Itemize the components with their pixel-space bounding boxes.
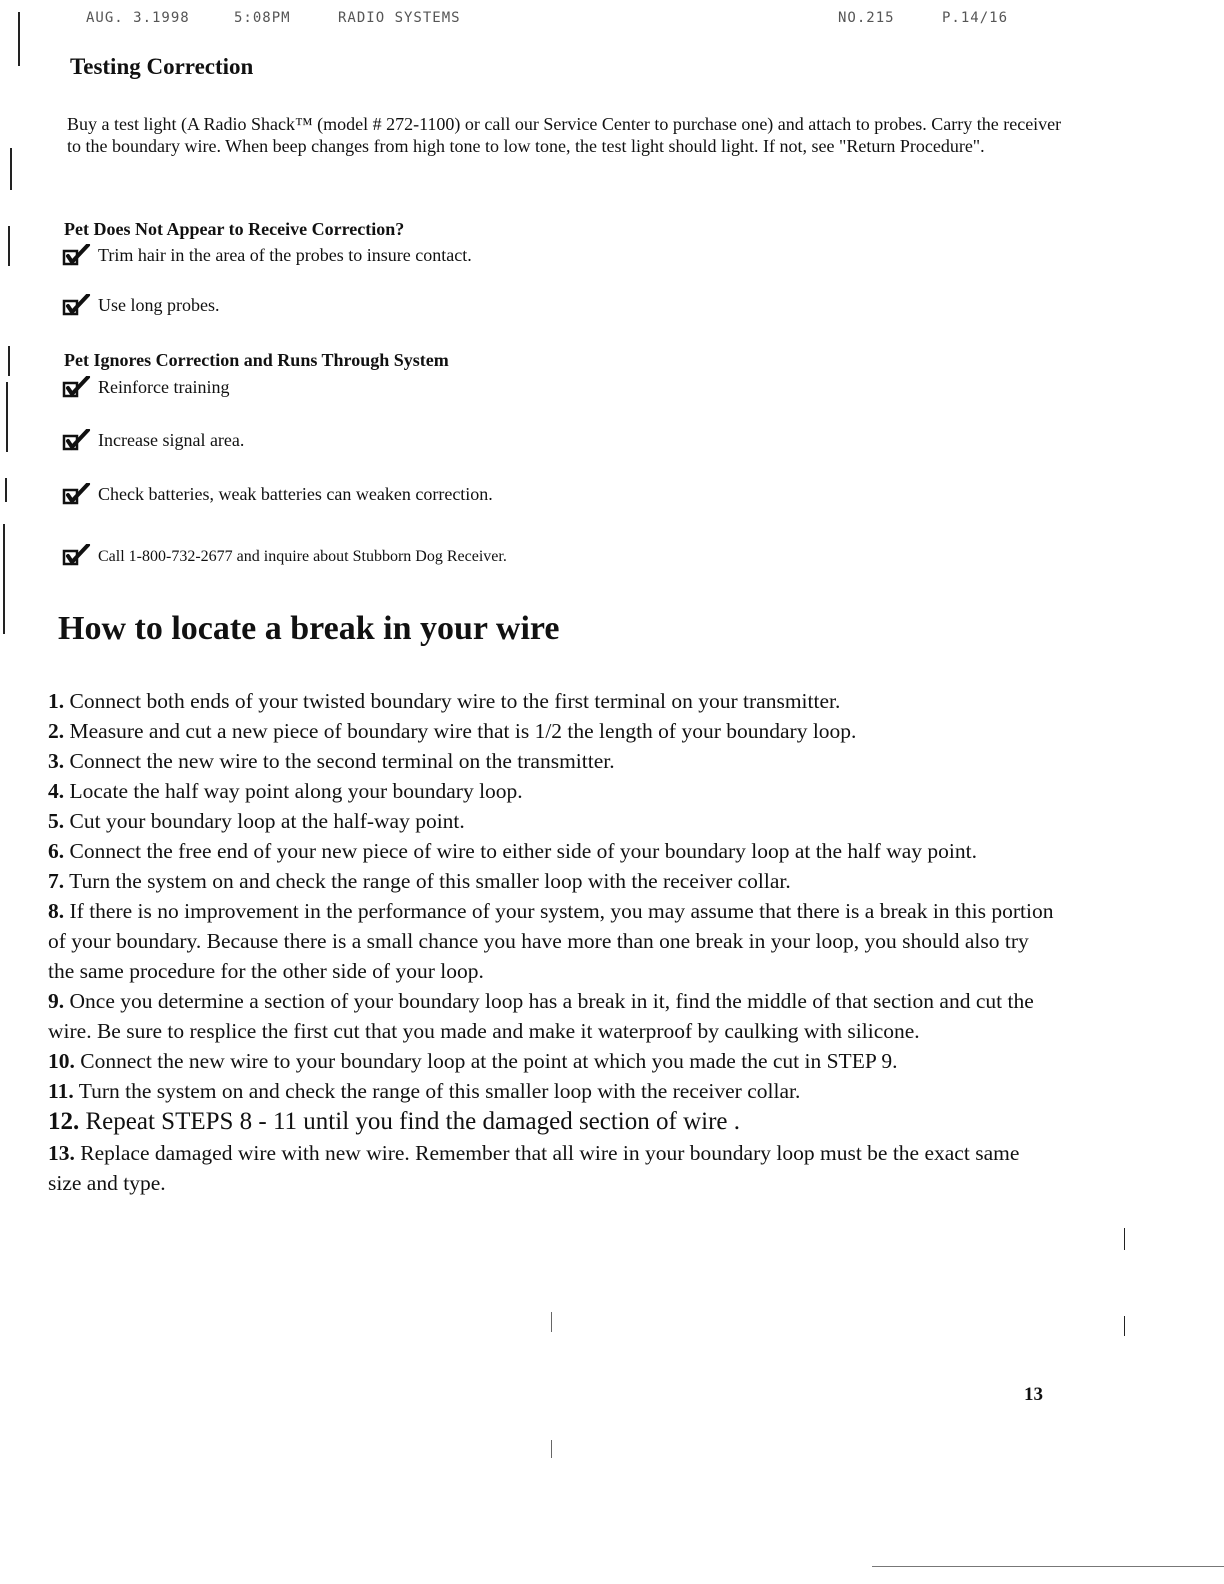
checkbox-checked-icon xyxy=(62,294,92,316)
checklist-item-text: Reinforce training xyxy=(98,377,230,397)
step-number: 3. xyxy=(48,749,65,773)
step-number: 11. xyxy=(48,1079,74,1103)
fax-date: AUG. 3.1998 xyxy=(86,10,190,26)
step-text: Measure and cut a new piece of boundary wire that is 1/2 the length of your boundary loop. xyxy=(69,719,857,743)
step-item xyxy=(48,986,1058,1046)
no-correction-heading: Pet Does Not Appear to Receive Correction? xyxy=(64,219,405,239)
scan-margin-mark xyxy=(10,148,12,190)
checklist-item xyxy=(62,294,219,316)
ignores-correction-heading: Pet Ignores Correction and Runs Through System xyxy=(64,350,449,370)
locate-break-steps xyxy=(48,686,1058,1198)
step-number: 4. xyxy=(48,779,65,803)
checklist-item xyxy=(62,544,507,566)
checkbox-checked-icon xyxy=(62,244,92,266)
step-text: Connect the new wire to the second terminal on the transmitter. xyxy=(69,749,615,773)
checklist-item-text: Trim hair in the area of the probes to insure contact. xyxy=(98,245,472,265)
locate-break-title: How to locate a break in your wire xyxy=(58,610,560,647)
checkbox-checked-icon xyxy=(62,429,92,451)
checkbox-checked-icon xyxy=(62,544,92,566)
scan-margin-mark xyxy=(6,382,8,452)
step-item xyxy=(48,1138,1058,1198)
fax-number: NO.215 xyxy=(838,10,895,26)
fax-page: P.14/16 xyxy=(942,10,1009,26)
step-number: 5. xyxy=(48,809,65,833)
fax-sender: RADIO SYSTEMS xyxy=(338,10,461,26)
step-number: 1. xyxy=(48,689,65,713)
scan-margin-mark xyxy=(8,346,10,376)
step-item xyxy=(48,1076,1058,1106)
step-number: 13. xyxy=(48,1141,75,1165)
step-item xyxy=(48,866,1058,896)
step-item xyxy=(48,746,1058,776)
step-item xyxy=(48,716,1058,746)
scan-margin-mark xyxy=(1124,1228,1125,1250)
checklist-item-text: Use long probes. xyxy=(98,295,220,315)
step-text: Turn the system on and check the range of this smaller loop with the receiver collar. xyxy=(69,869,791,893)
checklist-item xyxy=(62,429,244,451)
checkbox-checked-icon xyxy=(62,483,92,505)
step-item xyxy=(48,686,1058,716)
testing-correction-heading: Testing Correction xyxy=(70,54,254,79)
step-item xyxy=(48,836,1058,866)
scan-margin-mark xyxy=(18,12,20,66)
scan-margin-mark xyxy=(5,478,7,502)
step-number: 7. xyxy=(48,869,65,893)
checklist-item xyxy=(62,483,493,505)
step-item xyxy=(48,806,1058,836)
step-text: Connect the new wire to your boundary loop at the point at which you made the cut in STEP 9. xyxy=(80,1049,898,1073)
checklist-item-text: Call 1-800-732-2677 and inquire about Stubborn Dog Receiver. xyxy=(98,548,507,565)
checklist-item xyxy=(62,244,472,266)
step-text: Repeat STEPS 8 - 11 until you find the damaged section of wire . xyxy=(85,1108,741,1135)
step-text: Locate the half way point along your boundary loop. xyxy=(69,779,523,803)
scan-bottom-line xyxy=(872,1566,1224,1567)
step-number: 2. xyxy=(48,719,65,743)
scan-margin-mark xyxy=(8,226,10,266)
testing-correction-text: Buy a test light (A Radio Shack™ (model # 272-1100) or call our Service Center to purchase one) and attach to probes. Carry the receiver to the boundary wire. When beep changes from high tone to low tone, the test light should light. If not, see "Return Procedure". xyxy=(67,114,1062,156)
page-number: 13 xyxy=(1024,1384,1043,1405)
step-number: 9. xyxy=(48,989,65,1013)
step-text: Cut your boundary loop at the half-way point. xyxy=(69,809,465,833)
step-item xyxy=(48,1046,1058,1076)
scan-center-mark xyxy=(551,1440,552,1458)
checklist-item-text: Increase signal area. xyxy=(98,430,245,450)
step-number: 10. xyxy=(48,1049,75,1073)
step-text: Connect both ends of your twisted boundary wire to the first terminal on your transmitter. xyxy=(69,689,841,713)
step-text: Connect the free end of your new piece of wire to either side of your boundary loop at the half way point. xyxy=(69,839,977,863)
scan-center-mark xyxy=(551,1312,552,1332)
step-text: Turn the system on and check the range of this smaller loop with the receiver collar. xyxy=(78,1079,801,1103)
fax-header xyxy=(86,10,1026,32)
step-number: 6. xyxy=(48,839,65,863)
step-item xyxy=(48,1106,1058,1138)
step-item xyxy=(48,896,1058,986)
step-text: Replace damaged wire with new wire. Remember that all wire in your boundary loop must be the exact same size and type. xyxy=(48,1141,1020,1195)
scan-margin-mark xyxy=(3,524,5,634)
checklist-item xyxy=(62,376,229,398)
step-number: 12. xyxy=(48,1108,80,1135)
step-text: Once you determine a section of your boundary loop has a break in it, find the middle of that section and cut the wire. Be sure to resplice the first cut that you made and make it waterproof by caulking with silicone. xyxy=(48,989,1034,1043)
step-text: If there is no improvement in the performance of your system, you may assume that there is a break in this portion of your boundary. Because there is a small chance you have more than one break in your loop, you should also try the same procedure for the other side of your loop. xyxy=(48,899,1054,983)
step-item xyxy=(48,776,1058,806)
step-number: 8. xyxy=(48,899,65,923)
checklist-item-text: Check batteries, weak batteries can weaken correction. xyxy=(98,484,493,504)
fax-time: 5:08PM xyxy=(234,10,291,26)
checkbox-checked-icon xyxy=(62,376,92,398)
scan-margin-mark xyxy=(1124,1316,1125,1336)
